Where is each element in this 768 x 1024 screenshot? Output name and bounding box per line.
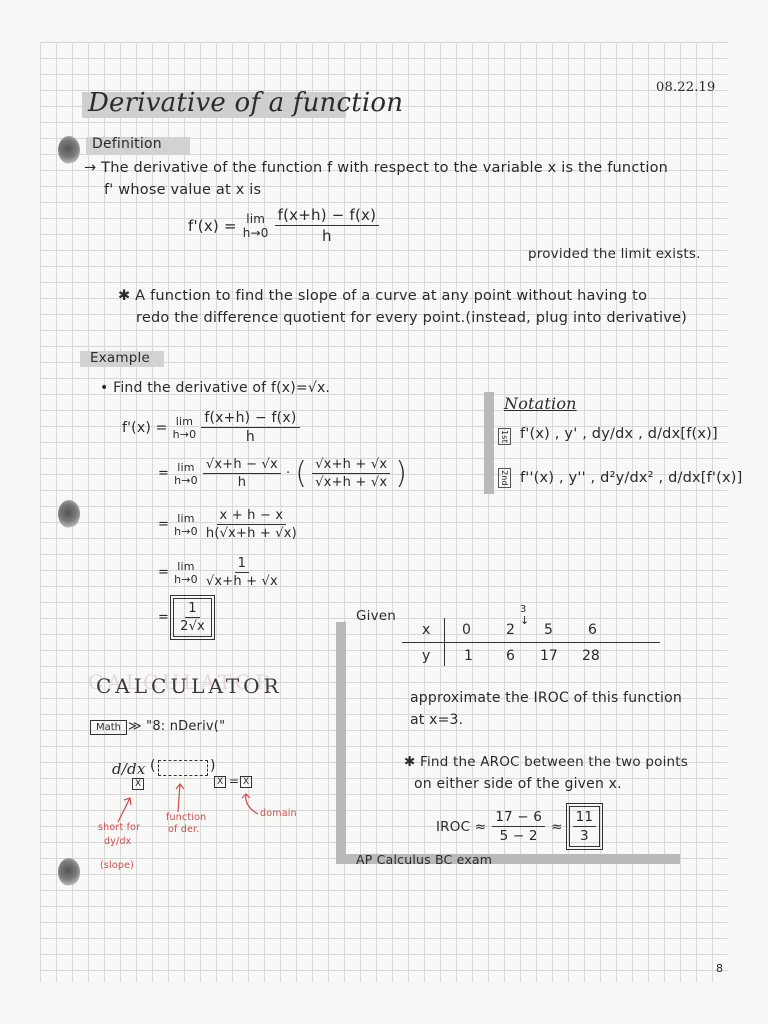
example-step-1: f'(x) = lim h→0 $\frac{f(x+h) - f(x)}{h}$ xyxy=(122,410,300,445)
notation-first-label: 1st xyxy=(500,430,509,443)
question-1-line-1: approximate the IROC of this function xyxy=(410,690,682,706)
question-2-line-1: ✱ Find the AROC between the two points xyxy=(404,754,689,770)
note-slope: (slope) xyxy=(100,860,135,871)
example-step-4: = lim h→0 $\frac{1}{√x+h + √x}$ xyxy=(158,556,278,589)
definition-label: Definition xyxy=(92,136,162,152)
example-prompt: • Find the derivative of f(x)=√x. xyxy=(100,380,331,396)
calc-d-dx: d/dx xyxy=(112,760,146,778)
calc-equals: = xyxy=(229,774,240,788)
page-number: 8 xyxy=(716,962,724,975)
calculator-sequence: ≫ "8: nDeriv(" xyxy=(128,719,226,734)
y-value: 6 xyxy=(506,648,515,664)
math-key: Math xyxy=(90,720,127,735)
calc-close-paren: ) xyxy=(210,758,216,774)
notation-second-label: 2nd xyxy=(500,470,509,486)
x-value: 6 xyxy=(588,622,597,638)
example-answer: = $\frac{1}{2√x}$ xyxy=(158,598,212,637)
notation-first: f'(x) , y' , dy/dx , d/dx[f(x)] xyxy=(520,426,718,442)
example-step-2: = lim h→0 $\frac{√x+h - √x}{h}$ · ( $\frac{√x+h + √x}{√x+h + √x}$ ) xyxy=(158,456,408,491)
formula-lhs: f'(x) = xyxy=(188,216,237,235)
limit-operator: lim h→0 xyxy=(242,211,269,240)
y-value: 1 xyxy=(464,648,473,664)
limit-proviso: provided the limit exists. xyxy=(528,246,701,262)
calculator-title: CALCULATOR xyxy=(96,674,283,698)
note-function: function xyxy=(166,812,207,823)
question-2-line-2: on either side of the given x. xyxy=(414,776,622,792)
x-marker-arrow-icon: ↓ xyxy=(520,614,530,627)
y-value: 17 xyxy=(540,648,558,664)
difference-quotient: $\frac{f(x+h) - f(x)}{h}$ xyxy=(275,206,380,245)
note-of-der: of der. xyxy=(168,824,200,835)
notation-title: Notation xyxy=(504,394,577,413)
exam-footer: AP Calculus BC exam xyxy=(356,852,493,867)
note-short-for: short for xyxy=(98,822,141,833)
note-line-2: redo the difference quotient for every point.(instead, plug into derivative) xyxy=(136,310,687,326)
page-title: Derivative of a function xyxy=(88,88,404,118)
note-dydx: dy/dx xyxy=(104,836,132,847)
example-step-3: = lim h→0 $\frac{x + h - x}{h(√x+h + √x)}$ xyxy=(158,508,297,541)
given-label: Given xyxy=(356,608,397,624)
note-domain: domain xyxy=(260,808,297,819)
iroc-label: IROC ≈ xyxy=(436,818,487,835)
definition-line-1: → The derivative of the function f with respect to the variable x is the function xyxy=(84,160,669,176)
date: 08.22.19 xyxy=(656,80,716,95)
note-line-1: ✱ A function to find the slope of a curve at any point without having to xyxy=(118,288,648,304)
x-value: 2 xyxy=(506,622,515,638)
calc-variable-box: X xyxy=(132,778,144,790)
iroc-result: $\frac{11}{3}$ xyxy=(569,806,601,847)
y-value: 28 xyxy=(582,648,600,664)
definition-line-2: f' whose value at x is xyxy=(104,182,262,198)
exam-frame-left xyxy=(336,622,346,864)
notation-second: f''(x) , y'' , d²y/dx² , d/dx[f'(x)] xyxy=(520,470,743,486)
x-marker: 3 xyxy=(520,604,527,615)
calc-open-paren: ( xyxy=(150,758,156,774)
iroc-calculation: IROC ≈ $\frac{17 - 6}{5 - 2}$ ≈ $\frac{11}{3}$ xyxy=(436,806,600,847)
calc-x-box: X xyxy=(214,776,226,788)
x-value: 5 xyxy=(544,622,553,638)
y-header: y xyxy=(422,648,431,664)
x-header: x xyxy=(422,622,431,638)
x-value: 0 xyxy=(462,622,471,638)
calc-domain-box: X xyxy=(240,776,252,788)
example-label: Example xyxy=(90,350,150,366)
question-1-line-2: at x=3. xyxy=(410,712,464,728)
